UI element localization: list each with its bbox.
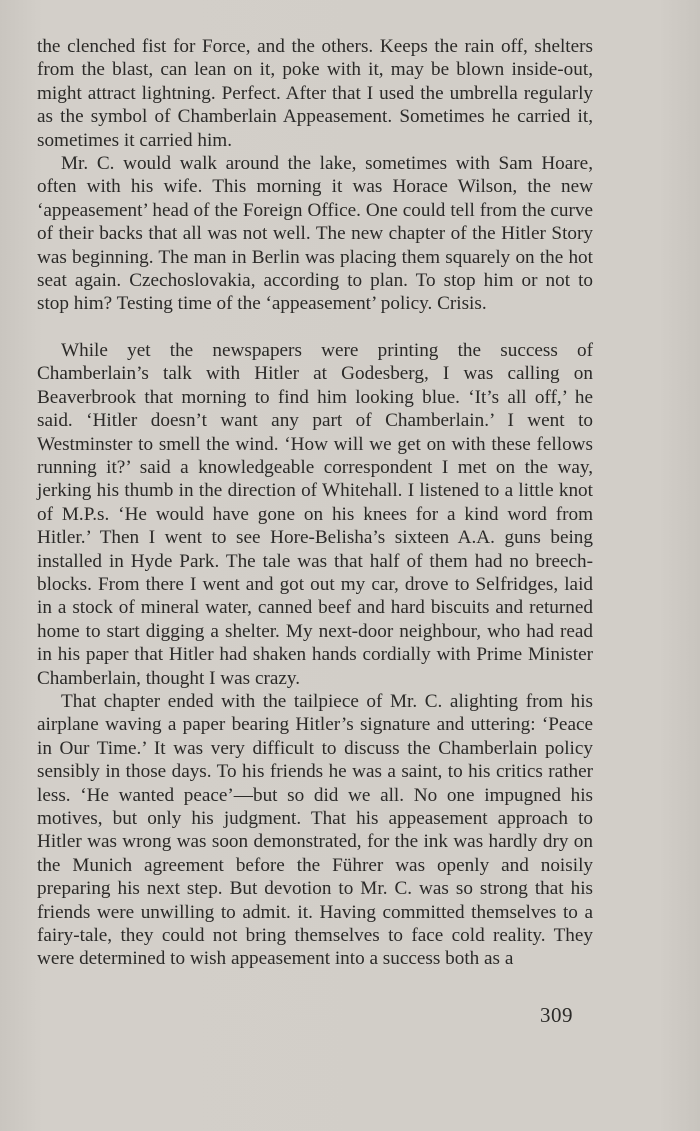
paragraph-godesberg: While yet the newspapers were printing the success of Chamberlain’s talk with Hitler at Godesberg, I was calling on Beaverbrook that morning to find him looking blue. ‘It’s all off,’ he said. ‘Hitler doesn’t want any part of Chamberlain.’ I went to Westminster to smell the wind. ‘How will we get on with these fellows running it?’ said a knowledgeable correspondent I met on the way, jerking his thumb in the direction of Whitehall. I listened to a little knot of M.P.s. ‘He would have gone on his knees for a kind word from Hitler.’ Then I went to see Hore-Belisha’s sixteen A.A. guns being installed in Hyde Park. The tale was that half of them had no breech-blocks. From there I went and got out my car, drove to Selfridges, laid in a stock of mineral water, canned beef and hard biscuits and returned home to start digging a shelter. My next-door neighbour, who had read in his paper that Hitler had shaken hands cordially with Prime Minister Chamberlain, thought I was crazy. (37, 339, 593, 689)
paragraph-peace-in-our-time: That chapter ended with the tailpiece of Mr. C. alighting from his airplane waving a paper bearing Hitler’s signature and uttering: ‘Peace in Our Time.’ It was very difficult to discuss the Chamberlain policy sensibly in those days. To his friends he was a saint, to his critics rather less. ‘He wanted peace’—but so did we all. No one impugned his motives, but only his judgment. That his appeasement approach to Hitler was wrong was soon demonstrated, for the ink was hardly dry on the Munich agreement before the Führer was openly and noisily preparing his next step. But devotion to Mr. C. was so strong that his friends were unwilling to admit. it. Having committed themselves to a fairy-tale, they could not bring themselves to face cold reality. They were determined to wish appeasement into a success both as a (37, 690, 593, 970)
paragraph-lake-walk: Mr. C. would walk around the lake, sometimes with Sam Hoare, often with his wife. This morning it was Horace Wilson, the new ‘appeasement’ head of the Foreign Office. One could tell from the curve of their backs that all was not well. The new chapter of the Hitler Story was beginning. The man in Berlin was placing them squarely on the hot seat again. Czechoslovakia, according to plan. To stop him or not to stop him? Testing time of the ‘appeasement’ policy. Crisis. (37, 153, 593, 315)
body-text (37, 35, 593, 971)
paragraph-continued: the clenched fist for Force, and the others. Keeps the rain off, shelters from the blast, can lean on it, poke with it, may be blown inside-out, might attract lightning. Perfect. After that I used the umbrella regularly as the symbol of Chamberlain Appeasement. Sometimes he carried it, sometimes it carried him. (37, 36, 593, 151)
page-number: 309 (540, 1003, 573, 1027)
